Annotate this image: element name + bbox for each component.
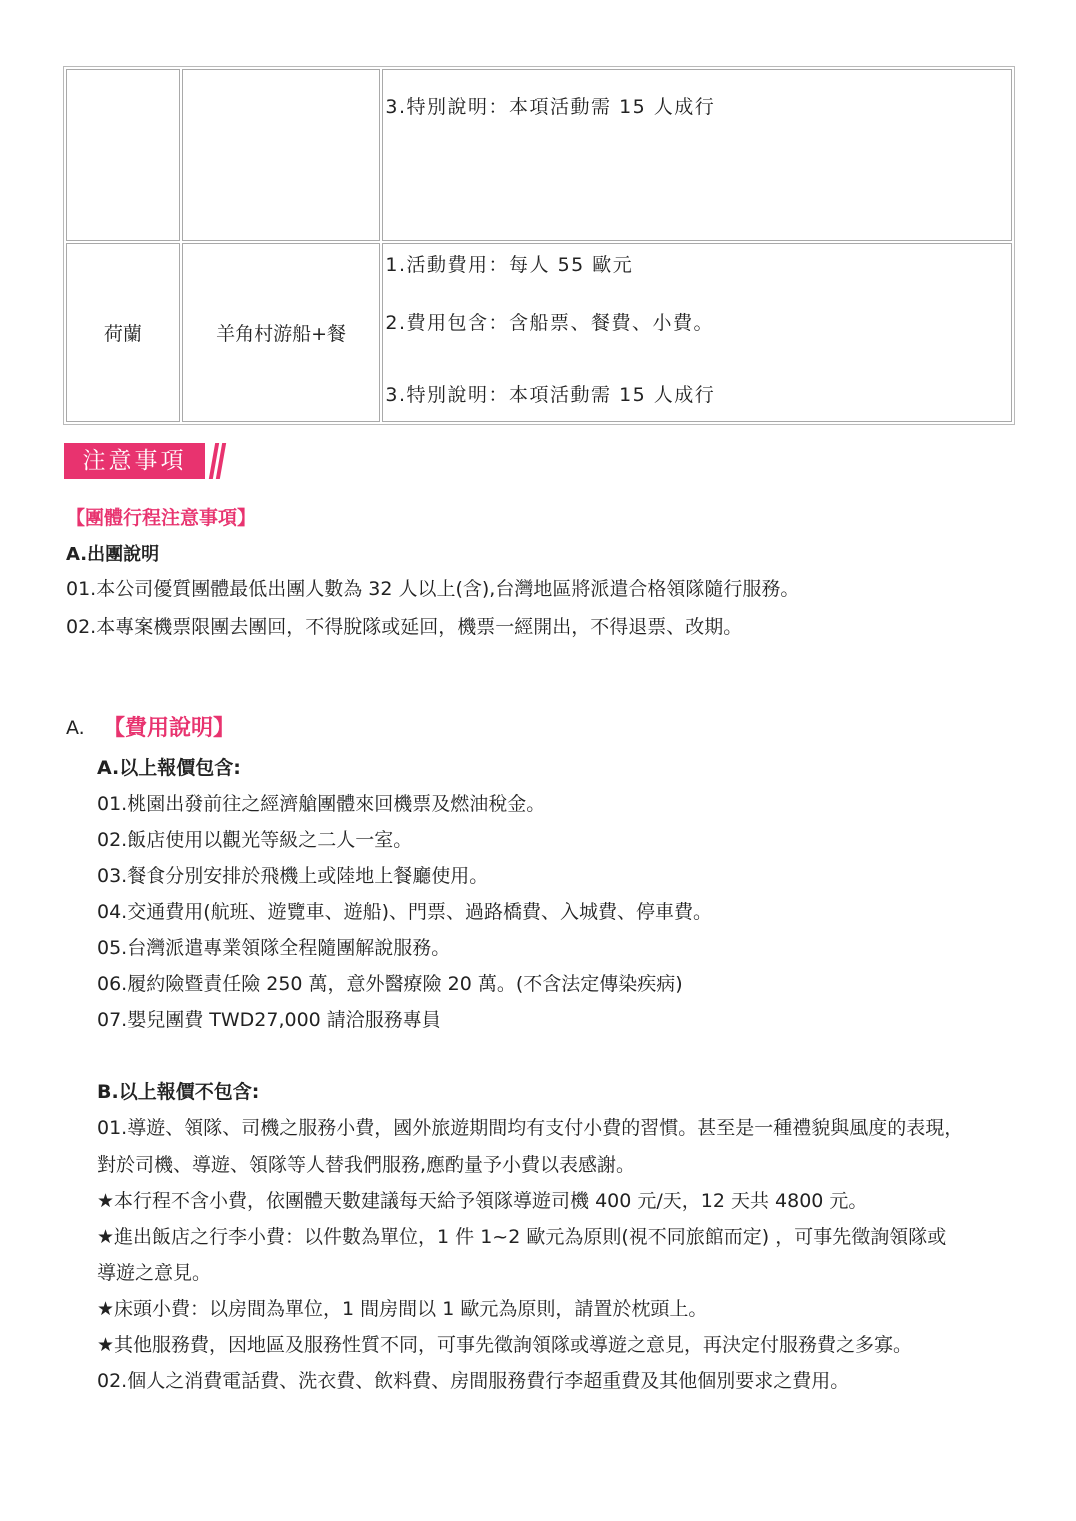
notice-heading: 注意事項 <box>64 443 205 479</box>
excluded-line: ★進出飯店之行李小費：以件數為單位，1 件 1~2 歐元為原則(視不同旅館而定) ，可事先徵詢領隊或 <box>97 1226 947 1248</box>
activity-cell <box>182 69 381 241</box>
details-cell <box>382 69 1012 241</box>
included-item: 02.飯店使用以觀光等級之二人一室。 <box>97 829 413 851</box>
excluded-line: ★本行程不含小費，依團體天數建議每天給予領隊導遊司機 400 元/天，12 天共 4800 元。 <box>97 1190 868 1212</box>
table-row <box>66 69 1012 241</box>
included-item: 04.交通費用(航班、遊覽車、遊船)、門票、過路橋費、入城費、停車費。 <box>97 901 713 923</box>
included-item: 01.桃園出發前往之經濟艙團體來回機票及燃油稅金。 <box>97 793 546 815</box>
excluded-line: 導遊之意見。 <box>97 1262 212 1284</box>
included-item: 05.台灣派遣專業領隊全程隨團解說服務。 <box>97 937 451 959</box>
included-item: 03.餐食分別安排於飛機上或陸地上餐廳使用。 <box>97 865 489 887</box>
detail-line: 3.特別說明：本項活動需 15 人成行 <box>385 384 716 406</box>
section-a-title: A.出團說明 <box>66 544 160 565</box>
table-row <box>66 243 1012 422</box>
notice-item: 01.本公司優質團體最低出團人數為 32 人以上(含),台灣地區將派遣合格領隊隨行服務。 <box>66 578 800 600</box>
included-title: A.以上報價包含: <box>97 757 241 779</box>
country-cell: 荷蘭 <box>66 243 180 422</box>
details-cell <box>382 243 1012 422</box>
country-cell <box>66 69 180 241</box>
notice-item: 02.本專案機票限團去團回，不得脫隊或延回，機票一經開出，不得退票、改期。 <box>66 616 743 638</box>
excluded-line: 01.導遊、領隊、司機之服務小費，國外旅遊期間均有支付小費的習慣。甚至是一種禮貌與風度的表現， <box>97 1117 964 1139</box>
excluded-line: ★其他服務費，因地區及服務性質不同，可事先徵詢領隊或導遊之意見，再決定付服務費之多寡。 <box>97 1334 913 1356</box>
activity-cell: 羊角村游船+餐 <box>182 243 381 422</box>
group-notice-title: 【團體行程注意事項】 <box>66 507 257 529</box>
included-item: 07.嬰兒團費 TWD27,000 請洽服務專員 <box>97 1009 441 1031</box>
excluded-line: 對於司機、導遊、領隊等人替我們服務,應酌量予小費以表感謝。 <box>97 1154 636 1176</box>
detail-line: 2.費用包含：含船票、餐費、小費。 <box>385 312 715 334</box>
detail-line: 1.活動費用：每人 55 歐元 <box>385 254 634 276</box>
excluded-line: 02.個人之消費電話費、洗衣費、飲料費、房間服務費行李超重費及其他個別要求之費用。 <box>97 1370 850 1392</box>
excluded-line: ★床頭小費：以房間為單位，1 間房間以 1 歐元為原則，請置於枕頭上。 <box>97 1298 708 1320</box>
detail-line: 3.特別說明：本項活動需 15 人成行 <box>385 96 716 118</box>
fees-marker: A. <box>66 717 85 739</box>
excluded-title: B.以上報價不包含: <box>97 1081 260 1103</box>
fees-title: 【費用說明】 <box>103 716 236 741</box>
included-item: 06.履約險暨責任險 250 萬，意外醫療險 20 萬。(不含法定傳染疾病) <box>97 973 683 995</box>
activity-table <box>63 66 1015 425</box>
